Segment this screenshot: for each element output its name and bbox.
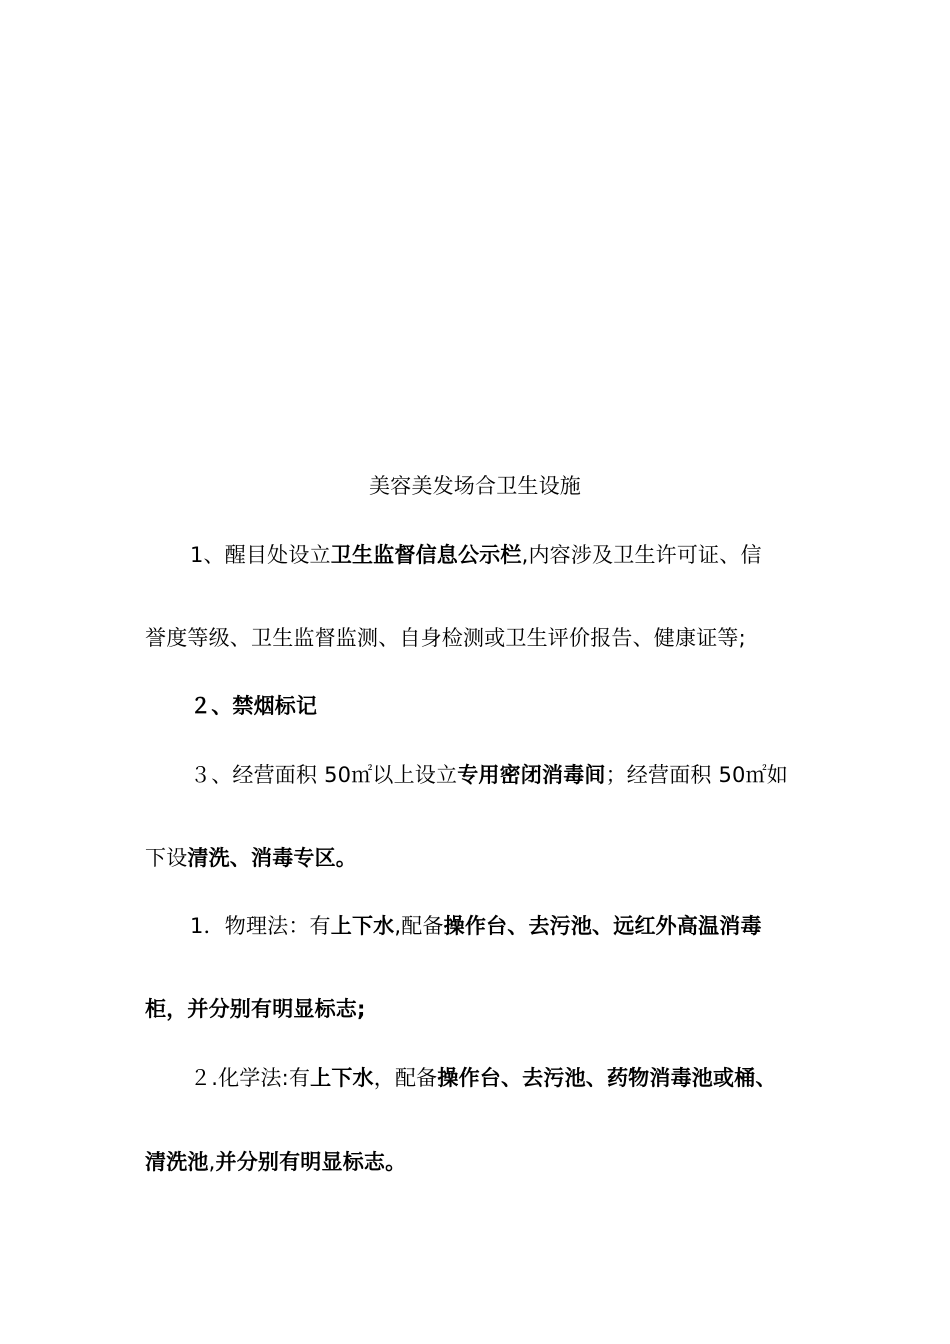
item-1-line-1 <box>190 541 762 569</box>
item-5-continued-text: , <box>208 1150 216 1174</box>
item-5-bold-2: 操作台、去污池、药物消毒池或桶、 <box>437 1066 777 1090</box>
item-1-line-2 <box>145 624 746 652</box>
item-5-continued-bold: 清洗池 <box>145 1150 209 1174</box>
item-3-bold: 专用密闭消毒间 <box>457 763 606 787</box>
item-5-continued-bold-2: 并分别有明显标志。 <box>215 1150 407 1174</box>
item-2-bold: ２、禁烟标记 <box>190 694 318 718</box>
item-3-line-2 <box>145 844 357 872</box>
item-4-bold: 上下水 <box>330 914 395 938</box>
item-1-text-2: ,内容涉及卫生许可证、信 <box>521 543 762 567</box>
item-5-text: ２.化学法:有 <box>190 1066 311 1090</box>
item-1-text: 1、醒目处设立 <box>190 543 331 567</box>
item-5-line-1 <box>190 1064 777 1092</box>
item-3-continued: 下设 <box>145 846 188 870</box>
item-4-line-1 <box>190 912 762 940</box>
item-5-line-2 <box>145 1148 406 1176</box>
item-2-line-1 <box>190 692 317 720</box>
item-1-continued: 誉度等级、卫生监督监测、自身检测或卫生评价报告、健康证等; <box>145 626 746 650</box>
item-3-text: ３、经营面积 50㎡以上设立 <box>190 763 458 787</box>
item-1-bold: 卫生监督信息公示栏 <box>330 543 522 567</box>
item-4-line-2 <box>145 995 366 1023</box>
item-4-continued-bold: 柜，并分别有明显标志; <box>145 997 366 1021</box>
item-5-bold: 上下水 <box>310 1066 374 1090</box>
item-3-text-2: ；经营面积 50㎡如 <box>605 763 789 787</box>
item-5-text-2: ，配备 <box>373 1066 438 1090</box>
item-3-line-1 <box>190 761 788 789</box>
item-4-text: 1．物理法：有 <box>190 914 331 938</box>
item-4-bold-2: 操作台、去污池、远红外高温消毒 <box>443 914 762 938</box>
document-title: 美容美发场合卫生设施 <box>369 474 581 498</box>
item-4-text-2: ,配备 <box>394 914 444 938</box>
item-3-continued-bold: 清洗、消毒专区。 <box>187 846 358 870</box>
